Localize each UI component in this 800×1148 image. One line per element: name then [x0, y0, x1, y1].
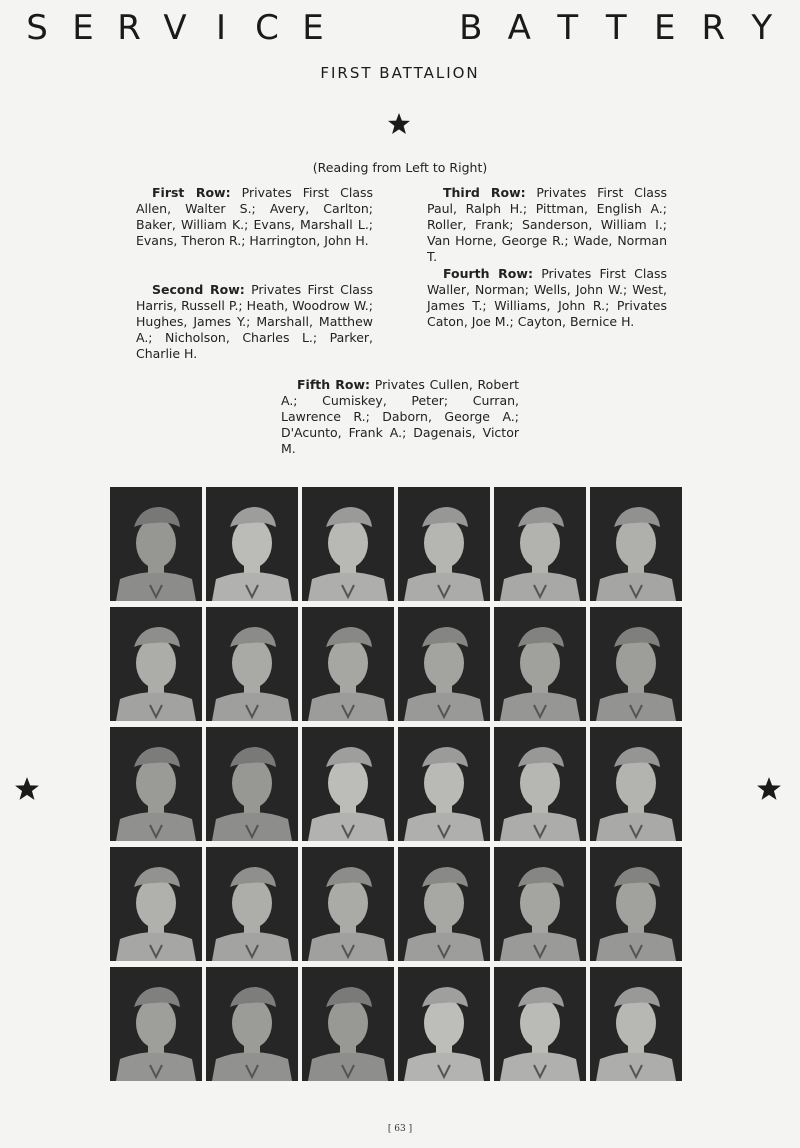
- portrait-silhouette: [206, 847, 298, 961]
- reading-note: (Reading from Left to Right): [312, 160, 488, 175]
- caption-text: Privates First Class Waller, Norman; Wells, John W.; West, James T.; Williams, John R.; Privates Caton, Joe M.; Cayton, Bernice H.: [427, 266, 668, 329]
- portrait-photo: [302, 727, 394, 841]
- portrait-photo: [494, 967, 586, 1081]
- portrait-photo: [206, 847, 298, 961]
- portrait-photo: [110, 607, 202, 721]
- title-letter: S: [26, 8, 48, 48]
- title-letter: T: [605, 8, 627, 48]
- caption-fifth-row: [281, 377, 519, 457]
- title-letter: I: [215, 8, 227, 48]
- portrait-photo: [590, 847, 682, 961]
- portrait-photo: [590, 607, 682, 721]
- portrait-photo: [110, 847, 202, 961]
- portrait-silhouette: [302, 967, 394, 1081]
- portrait-silhouette: [590, 487, 682, 601]
- page-title: [0, 8, 800, 48]
- caption-first-row: [136, 185, 373, 249]
- portrait-photo: [302, 487, 394, 601]
- star-icon: [387, 112, 411, 136]
- portrait-silhouette: [494, 847, 586, 961]
- portrait-photo: [302, 967, 394, 1081]
- portrait-silhouette: [590, 967, 682, 1081]
- portrait-silhouette: [302, 487, 394, 601]
- portrait-photo: [110, 967, 202, 1081]
- portrait-silhouette: [398, 487, 490, 601]
- portrait-silhouette: [398, 727, 490, 841]
- portrait-silhouette: [494, 487, 586, 601]
- portrait-photo: [398, 607, 490, 721]
- portrait-silhouette: [110, 967, 202, 1081]
- title-letter: Y: [751, 8, 773, 48]
- title-letter: R: [701, 8, 726, 48]
- caption-text: Privates First Class Paul, Ralph H.; Pittman, English A.; Roller, Frank; Sanderson, William I.; Van Horne, George R.; Wade, Norman T.: [427, 185, 667, 264]
- portrait-silhouette: [206, 967, 298, 1081]
- caption-label: Third Row:: [443, 185, 526, 200]
- portrait-silhouette: [110, 847, 202, 961]
- caption-fourth-row: [427, 266, 667, 330]
- portrait-silhouette: [206, 727, 298, 841]
- portrait-photo: [206, 727, 298, 841]
- portrait-silhouette: [302, 727, 394, 841]
- portrait-photo: [590, 727, 682, 841]
- portrait-photo: [398, 847, 490, 961]
- page-subtitle: FIRST BATTALION: [320, 64, 480, 82]
- caption-second-row: [136, 282, 373, 362]
- caption-label: Fifth Row:: [297, 377, 371, 392]
- portrait-photo: [494, 607, 586, 721]
- caption-label: Fourth Row:: [443, 266, 533, 281]
- caption-text: Privates First Class Allen, Walter S.; Avery, Carlton; Baker, William K.; Evans, Marshall L.; Evans, Theron R.; Harrington, John H.: [136, 185, 374, 248]
- portrait-silhouette: [302, 847, 394, 961]
- portrait-photo: [398, 727, 490, 841]
- star-icon: [14, 776, 40, 802]
- portrait-silhouette: [590, 607, 682, 721]
- title-letter: R: [117, 8, 141, 48]
- portrait-silhouette: [590, 727, 682, 841]
- portrait-photo: [590, 967, 682, 1081]
- page-number: [ 63 ]: [387, 1124, 413, 1134]
- portrait-photo: [590, 487, 682, 601]
- caption-label: Second Row:: [152, 282, 245, 297]
- title-letter: E: [654, 8, 676, 48]
- caption-text: Privates First Class Harris, Russell P.; Heath, Woodrow W.; Hughes, James Y.; Marshall, Matthew A.; Nicholson, Charles L.; Parker, Charlie H.: [136, 282, 373, 361]
- title-letter: E: [72, 8, 94, 48]
- portrait-photo: [302, 847, 394, 961]
- portrait-silhouette: [494, 607, 586, 721]
- portrait-silhouette: [590, 847, 682, 961]
- portrait-silhouette: [398, 847, 490, 961]
- title-word-service: [14, 8, 336, 48]
- portrait-photo: [494, 727, 586, 841]
- portrait-silhouette: [494, 967, 586, 1081]
- portrait-silhouette: [398, 967, 490, 1081]
- portrait-silhouette: [398, 607, 490, 721]
- portrait-photo: [302, 607, 394, 721]
- portrait-silhouette: [110, 487, 202, 601]
- star-icon: [756, 776, 782, 802]
- title-word-battery: [447, 8, 787, 48]
- portrait-silhouette: [302, 607, 394, 721]
- portrait-grid: [110, 487, 684, 1081]
- portrait-photo: [206, 487, 298, 601]
- caption-third-row: [427, 185, 667, 265]
- portrait-photo: [110, 727, 202, 841]
- title-letter: C: [255, 8, 279, 48]
- title-letter: B: [459, 8, 483, 48]
- portrait-silhouette: [206, 487, 298, 601]
- portrait-photo: [494, 847, 586, 961]
- title-letter: A: [507, 8, 531, 48]
- title-letter: E: [302, 8, 324, 48]
- caption-label: First Row:: [152, 185, 231, 200]
- portrait-silhouette: [206, 607, 298, 721]
- portrait-silhouette: [494, 727, 586, 841]
- portrait-photo: [206, 967, 298, 1081]
- portrait-photo: [110, 487, 202, 601]
- portrait-photo: [398, 487, 490, 601]
- portrait-photo: [494, 487, 586, 601]
- portrait-photo: [398, 967, 490, 1081]
- portrait-silhouette: [110, 727, 202, 841]
- title-letter: T: [557, 8, 579, 48]
- caption-text: Privates Cullen, Robert A.; Cumiskey, Peter; Curran, Lawrence R.; Daborn, George A.; D'Acunto, Frank A.; Dagenais, Victor M.: [281, 377, 519, 456]
- portrait-photo: [206, 607, 298, 721]
- title-letter: V: [163, 8, 187, 48]
- portrait-silhouette: [110, 607, 202, 721]
